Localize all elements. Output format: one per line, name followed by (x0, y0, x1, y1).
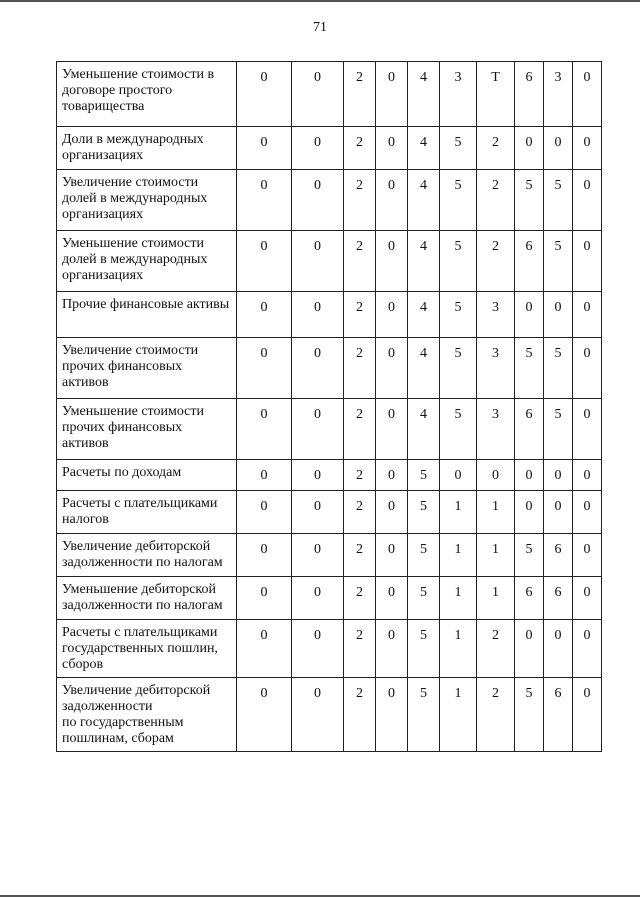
code-digit-cell: 5 (408, 678, 440, 752)
code-digit-cell: Т (477, 62, 515, 127)
row-name: Увеличение дебиторской задолженности по государственным пошлинам, сборам (57, 678, 237, 752)
code-digit-cell: 5 (440, 231, 477, 292)
code-digit-cell: 5 (408, 620, 440, 678)
code-digit-cell: 0 (237, 399, 292, 460)
row-name: Уменьшение стоимости долей в международных организациях (57, 231, 237, 292)
code-digit-cell: 2 (344, 338, 376, 399)
code-digit-cell: 2 (344, 460, 376, 491)
row-name: Расчеты с плательщиками государственных пошлин, сборов (57, 620, 237, 678)
code-digit-cell: 0 (237, 534, 292, 577)
code-digit-cell: 3 (477, 338, 515, 399)
code-digit-cell: 0 (376, 460, 408, 491)
code-digit-cell: 0 (292, 678, 344, 752)
table-row (57, 460, 602, 491)
code-digit-cell: 0 (544, 620, 573, 678)
code-digit-cell: 5 (544, 231, 573, 292)
code-digit-cell: 4 (408, 399, 440, 460)
code-digit-cell: 2 (344, 678, 376, 752)
table-row (57, 678, 602, 752)
code-digit-cell: 4 (408, 127, 440, 170)
row-name: Уменьшение стоимости прочих финансовых активов (57, 399, 237, 460)
table-row (57, 127, 602, 170)
table-row (57, 620, 602, 678)
code-digit-cell: 0 (573, 620, 602, 678)
code-digit-cell: 5 (544, 170, 573, 231)
table-row (57, 399, 602, 460)
code-digit-cell: 5 (515, 338, 544, 399)
code-digit-cell: 0 (573, 399, 602, 460)
table-row (57, 292, 602, 338)
row-name: Увеличение стоимости долей в международных организациях (57, 170, 237, 231)
code-digit-cell: 5 (515, 534, 544, 577)
code-digit-cell: 6 (515, 62, 544, 127)
code-digit-cell: 2 (477, 678, 515, 752)
code-digit-cell: 0 (292, 577, 344, 620)
code-digit-cell: 0 (237, 170, 292, 231)
code-digit-cell: 4 (408, 62, 440, 127)
page-number: 71 (313, 20, 327, 35)
code-digit-cell: 2 (477, 231, 515, 292)
code-digit-cell: 0 (292, 338, 344, 399)
code-digit-cell: 2 (344, 620, 376, 678)
code-digit-cell: 0 (376, 62, 408, 127)
code-digit-cell: 5 (408, 534, 440, 577)
code-digit-cell: 0 (515, 460, 544, 491)
code-digit-cell: 0 (292, 170, 344, 231)
code-digit-cell: 0 (376, 534, 408, 577)
code-digit-cell: 1 (440, 620, 477, 678)
code-digit-cell: 0 (376, 127, 408, 170)
row-name: Уменьшение стоимости в договоре простого товарищества (57, 62, 237, 127)
code-digit-cell: 0 (376, 577, 408, 620)
code-digit-cell: 0 (292, 292, 344, 338)
scan-top-edge (0, 0, 640, 2)
code-digit-cell: 4 (408, 170, 440, 231)
row-name: Уменьшение дебиторской задолженности по налогам (57, 577, 237, 620)
code-digit-cell: 2 (344, 577, 376, 620)
code-digit-cell: 0 (292, 460, 344, 491)
code-digit-cell: 5 (515, 170, 544, 231)
code-digit-cell: 2 (344, 534, 376, 577)
code-digit-cell: 0 (573, 338, 602, 399)
code-digit-cell: 0 (573, 127, 602, 170)
code-digit-cell: 4 (408, 338, 440, 399)
code-digit-cell: 0 (544, 460, 573, 491)
code-digit-cell: 3 (477, 399, 515, 460)
code-digit-cell: 1 (440, 534, 477, 577)
code-digit-cell: 0 (573, 534, 602, 577)
code-digit-cell: 1 (477, 491, 515, 534)
code-digit-cell: 0 (573, 491, 602, 534)
code-digit-cell: 0 (440, 460, 477, 491)
code-digit-cell: 0 (376, 170, 408, 231)
row-name: Расчеты с плательщиками налогов (57, 491, 237, 534)
code-digit-cell: 0 (515, 127, 544, 170)
budget-code-table (56, 61, 602, 752)
code-digit-cell: 0 (376, 231, 408, 292)
code-digit-cell: 1 (440, 491, 477, 534)
code-digit-cell: 6 (515, 399, 544, 460)
code-digit-cell: 0 (376, 338, 408, 399)
code-digit-cell: 0 (237, 338, 292, 399)
code-digit-cell: 5 (544, 338, 573, 399)
code-digit-cell: 2 (344, 62, 376, 127)
code-digit-cell: 0 (515, 620, 544, 678)
code-digit-cell: 3 (440, 62, 477, 127)
code-digit-cell: 6 (515, 231, 544, 292)
code-digit-cell: 0 (237, 292, 292, 338)
code-digit-cell: 0 (573, 292, 602, 338)
table-row (57, 62, 602, 127)
code-digit-cell: 6 (515, 577, 544, 620)
code-digit-cell: 5 (408, 577, 440, 620)
code-digit-cell: 5 (440, 292, 477, 338)
code-digit-cell: 2 (344, 231, 376, 292)
code-digit-cell: 2 (477, 170, 515, 231)
code-digit-cell: 5 (544, 399, 573, 460)
code-digit-cell: 3 (477, 292, 515, 338)
row-name: Доли в международных организациях (57, 127, 237, 170)
code-digit-cell: 0 (573, 577, 602, 620)
code-digit-cell: 5 (408, 460, 440, 491)
code-digit-cell: 1 (477, 534, 515, 577)
code-digit-cell: 0 (292, 620, 344, 678)
code-digit-cell: 0 (292, 399, 344, 460)
code-digit-cell: 0 (477, 460, 515, 491)
code-digit-cell: 0 (544, 127, 573, 170)
table-body (57, 62, 602, 752)
row-name: Расчеты по доходам (57, 460, 237, 491)
code-digit-cell: 0 (544, 491, 573, 534)
code-digit-cell: 0 (237, 491, 292, 534)
row-name: Прочие финансовые активы (57, 292, 237, 338)
code-digit-cell: 0 (237, 62, 292, 127)
code-digit-cell: 0 (515, 491, 544, 534)
code-digit-cell: 2 (477, 620, 515, 678)
code-digit-cell: 0 (376, 678, 408, 752)
code-digit-cell: 2 (344, 491, 376, 534)
code-digit-cell: 5 (440, 170, 477, 231)
table-row (57, 534, 602, 577)
code-digit-cell: 0 (573, 678, 602, 752)
code-digit-cell: 0 (237, 127, 292, 170)
code-digit-cell: 2 (344, 127, 376, 170)
table-row (57, 170, 602, 231)
code-digit-cell: 0 (292, 534, 344, 577)
code-digit-cell: 4 (408, 292, 440, 338)
code-digit-cell: 6 (544, 534, 573, 577)
code-digit-cell: 5 (515, 678, 544, 752)
code-digit-cell: 5 (440, 127, 477, 170)
code-digit-cell: 0 (515, 292, 544, 338)
code-digit-cell: 0 (544, 292, 573, 338)
code-digit-cell: 3 (544, 62, 573, 127)
code-digit-cell: 0 (237, 460, 292, 491)
code-digit-cell: 0 (237, 620, 292, 678)
code-digit-cell: 0 (376, 292, 408, 338)
row-name: Увеличение стоимости прочих финансовых активов (57, 338, 237, 399)
code-digit-cell: 0 (292, 127, 344, 170)
table-row (57, 491, 602, 534)
code-digit-cell: 0 (573, 62, 602, 127)
code-digit-cell: 0 (573, 170, 602, 231)
code-digit-cell: 0 (376, 491, 408, 534)
code-digit-cell: 1 (477, 577, 515, 620)
code-digit-cell: 5 (408, 491, 440, 534)
code-digit-cell: 2 (344, 399, 376, 460)
code-digit-cell: 2 (344, 292, 376, 338)
code-digit-cell: 0 (237, 678, 292, 752)
table-row (57, 577, 602, 620)
code-digit-cell: 6 (544, 577, 573, 620)
code-digit-cell: 0 (292, 231, 344, 292)
table-row (57, 231, 602, 292)
code-digit-cell: 2 (477, 127, 515, 170)
code-digit-cell: 5 (440, 399, 477, 460)
code-digit-cell: 0 (292, 491, 344, 534)
code-digit-cell: 5 (440, 338, 477, 399)
code-digit-cell: 4 (408, 231, 440, 292)
code-digit-cell: 0 (376, 620, 408, 678)
code-digit-cell: 1 (440, 577, 477, 620)
code-digit-cell: 0 (573, 460, 602, 491)
code-digit-cell: 0 (237, 231, 292, 292)
code-digit-cell: 0 (573, 231, 602, 292)
row-name: Увеличение дебиторской задолженности по налогам (57, 534, 237, 577)
code-digit-cell: 1 (440, 678, 477, 752)
code-digit-cell: 6 (544, 678, 573, 752)
table-row (57, 338, 602, 399)
code-digit-cell: 2 (344, 170, 376, 231)
code-digit-cell: 0 (292, 62, 344, 127)
code-digit-cell: 0 (237, 577, 292, 620)
code-digit-cell: 0 (376, 399, 408, 460)
